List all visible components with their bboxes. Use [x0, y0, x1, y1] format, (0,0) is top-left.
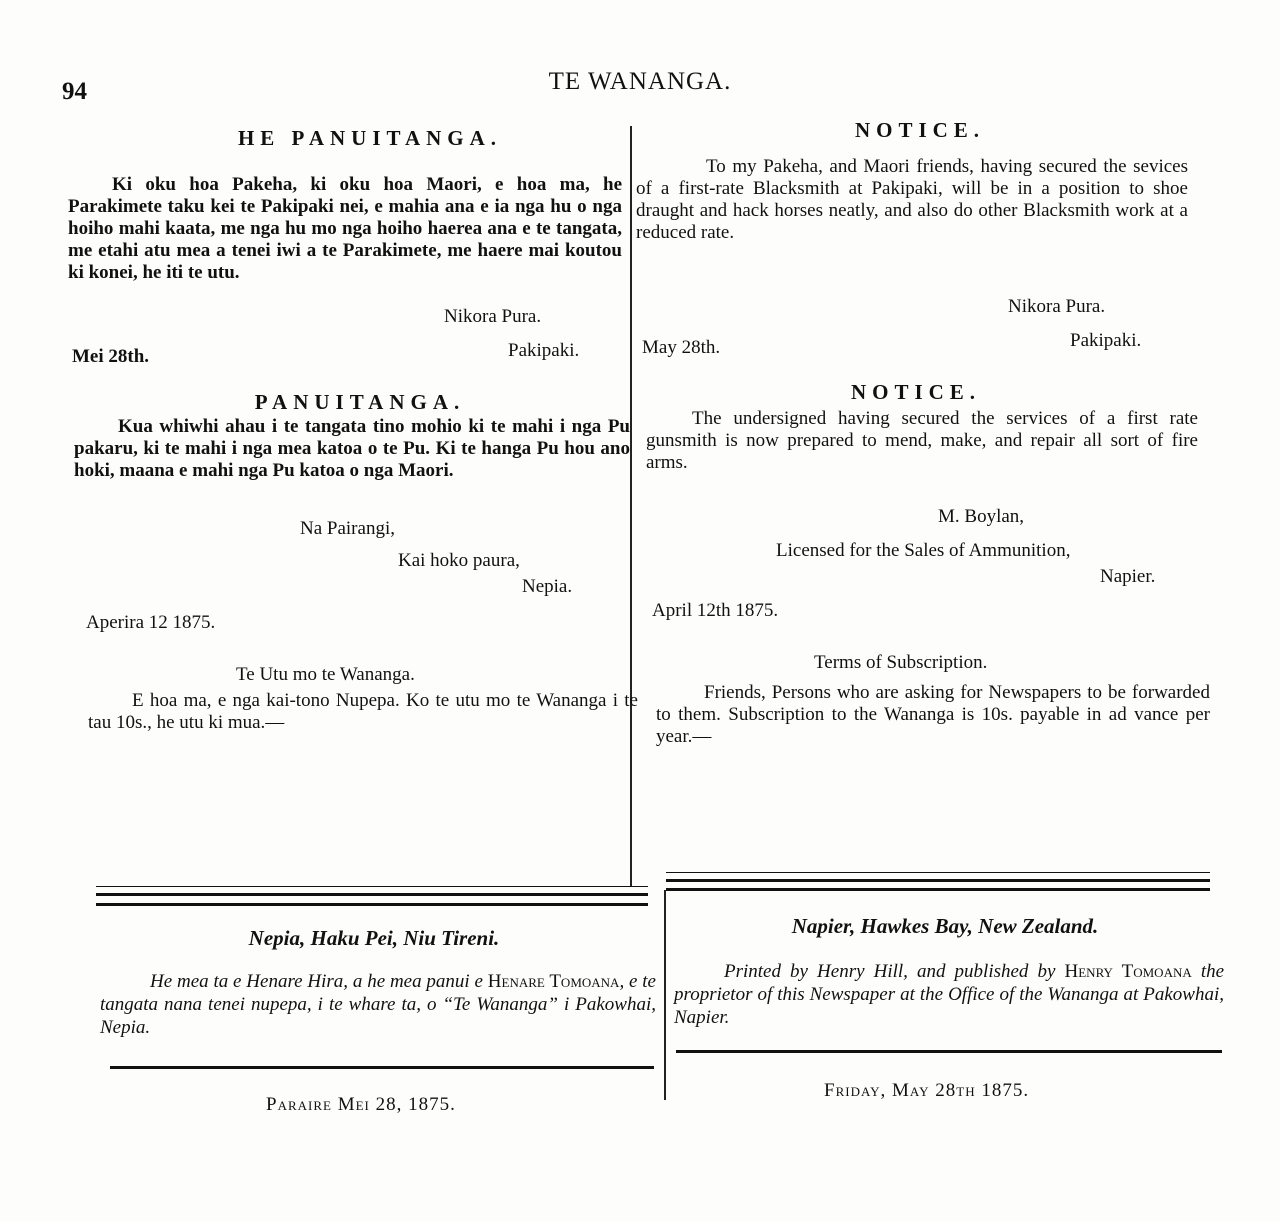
right-footer-rule-3 — [666, 888, 1210, 891]
right-footer-imprint: Printed by Henry Hill, and published by Henry Tomoana the proprietor of this Newspaper at the Office of the Wananga at Pakowhai, Napier. — [674, 961, 1225, 1028]
column-divider-top — [630, 126, 632, 886]
left-footer-rule-1 — [96, 886, 648, 887]
right-terms-body: Friends, Persons who are asking for Newspapers to be forwarded to them. Subscription to the Wananga is 10s. payable in ad vance per year.— — [656, 682, 1210, 747]
left-footer-blackletter: Nepia, Haku Pei, Niu Tireni. — [248, 926, 500, 950]
right-footer-rule-1 — [666, 872, 1210, 873]
right-notice2-date: April 12th 1875. — [652, 600, 779, 621]
right-notice1-heading: NOTICE. — [854, 118, 986, 142]
right-notice2-signature: M. Boylan, — [938, 506, 1025, 527]
left-terms-heading: Te Utu mo te Wananga. — [236, 664, 415, 685]
right-notice2-place: Napier. — [1100, 566, 1156, 587]
left-notice2-date: Aperira 12 1875. — [86, 612, 216, 633]
left-notice1-place: Pakipaki. — [508, 340, 580, 361]
right-notice2-role: Licensed for the Sales of Ammunition, — [776, 540, 1071, 561]
right-notice1-date: May 28th. — [642, 337, 721, 358]
page-number: 94 — [62, 78, 87, 105]
right-notice2-heading: NOTICE. — [850, 380, 982, 404]
left-notice1-body: Ki oku hoa Pakeha, ki oku hoa Maori, e hoa ma, he Parakimete taku kei te Pakipaki nei, e mahia ana e ia nga hu o nga hoiho mahi kaata, me nga hu mo nga hoiho haerea ana e te tangata, me etahi atu mea a tenei iwi a te Parakimete, me haere mai koutou ki konei, he iti te utu. — [68, 174, 622, 283]
left-footer-rule-4 — [110, 1066, 654, 1069]
left-notice2-role: Kai hoko paura, — [398, 550, 520, 571]
right-notice1-signature: Nikora Pura. — [1008, 296, 1106, 317]
left-notice2-place: Nepia. — [522, 576, 573, 597]
left-notice2-heading: PANUITANGA. — [254, 390, 466, 414]
right-footer-date: Friday, May 28th 1875. — [824, 1080, 1030, 1101]
right-footer-rule-4 — [676, 1050, 1222, 1053]
right-terms-heading: Terms of Subscription. — [814, 652, 988, 673]
left-notice1-signature: Nikora Pura. — [444, 306, 542, 327]
left-notice1-heading: HE PANUITANGA. — [237, 126, 503, 150]
masthead-title: TE WANANGA. — [548, 68, 732, 95]
column-divider-bottom — [664, 890, 666, 1100]
left-footer-rule-2 — [96, 893, 648, 896]
left-notice2-body: Kua whiwhi ahau i te tangata tino mohio ki te mahi i nga Pu pakaru, ki te mahi i nga mea katoa o te Pu. Ki te hanga Pu hou ano hoki, maana e mahi nga Pu katoa o nga Maori. — [74, 416, 630, 481]
right-notice1-body: To my Pakeha, and Maori friends, having secured the sevices of a first-rate Blacksmith at Pakipaki, will be in a position to shoe draught and hack horses neatly, and also do other Blacksmith work at a reduced rate. — [636, 156, 1188, 243]
right-footer-rule-2 — [666, 879, 1210, 882]
right-notice2-body: The undersigned having secured the services of a first rate gunsmith is now prepared to mend, make, and repair all sort of fire arms. — [646, 408, 1198, 473]
left-footer-date: Paraire Mei 28, 1875. — [266, 1094, 456, 1115]
left-footer-imprint: He mea ta e Henare Hira, a he mea panui e Henare Tomoana, e te tangata nana tenei nupepa, i te whare ta, o “Te Wananga” i Pakowhai, Nepia. — [100, 971, 656, 1038]
right-notice1-place: Pakipaki. — [1070, 330, 1142, 351]
left-footer-rule-3 — [96, 903, 648, 906]
right-footer-blackletter: Napier, Hawkes Bay, New Zealand. — [791, 914, 1099, 938]
left-notice1-date: Mei 28th. — [72, 346, 150, 367]
left-terms-body: E hoa ma, e nga kai-tono Nupepa. Ko te utu mo te Wananga i te tau 10s., he utu ki mua.— — [88, 690, 638, 733]
left-notice2-signature: Na Pairangi, — [300, 518, 395, 539]
